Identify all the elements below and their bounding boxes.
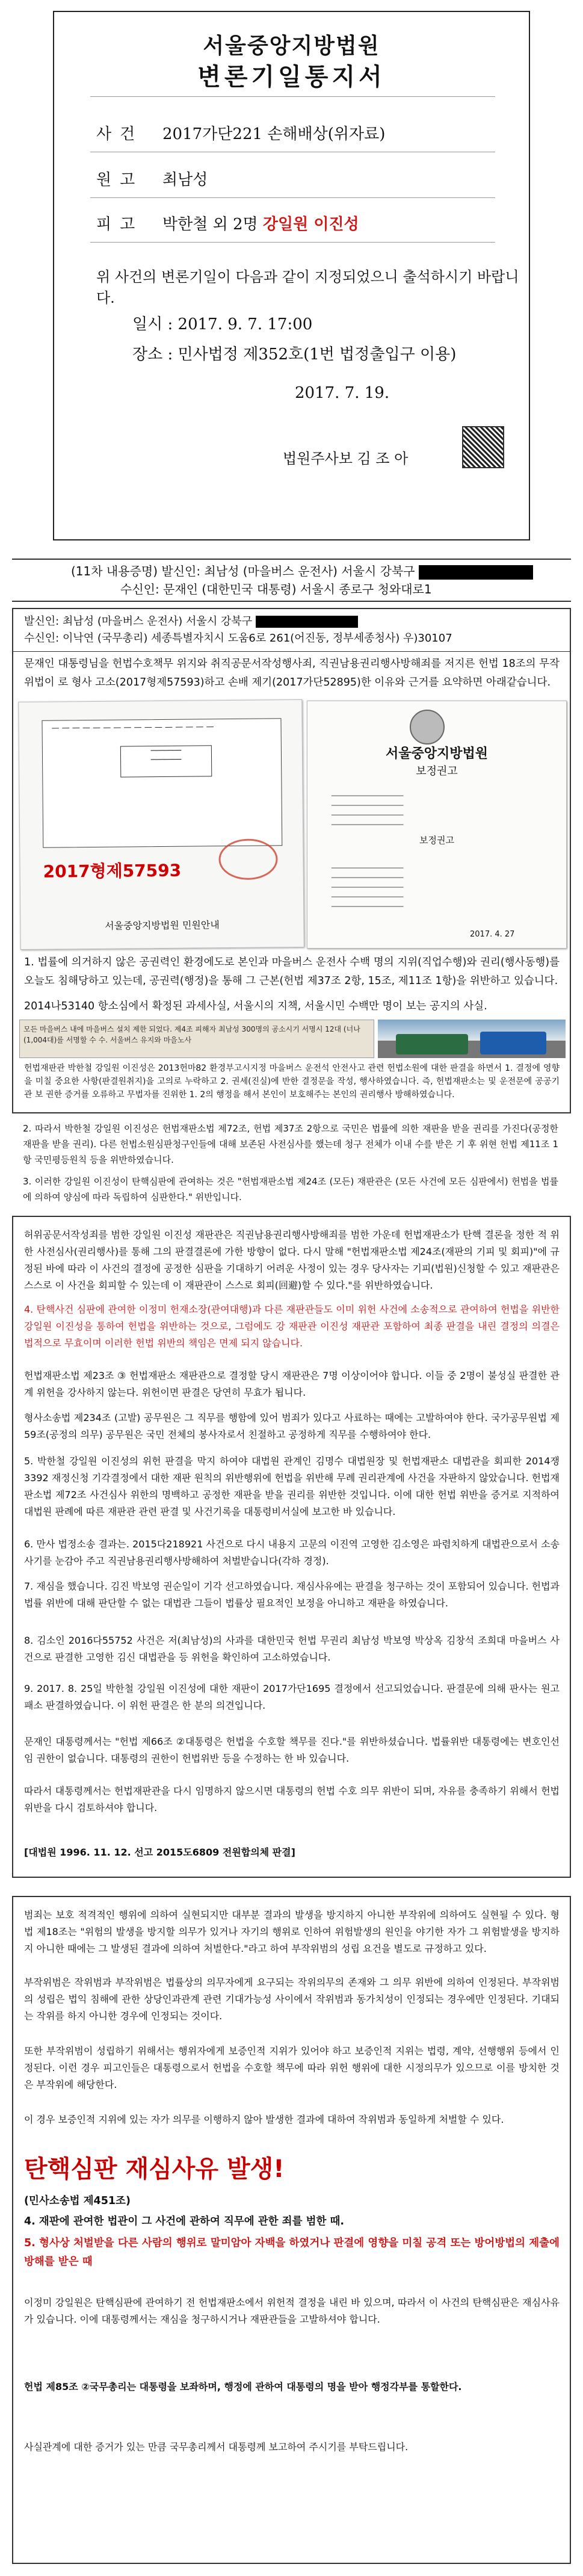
violation-point-8: 8. 김소인 2016다55752 사건은 저(최남성)의 사과를 대한민국 헌법 무권리 최남성 박보영 박상옥 김창석 조희대 마을버스 사건으로 판결한 고영한 김신 대법관을 등 위헌을 확인하여 고소하였습니다.	[24, 1635, 560, 1663]
sender-line-2: 발신인: 최남성 (마을버스 운전사) 서울시 강북구	[24, 613, 358, 631]
omission-theory-2: 부작위범은 작위범과 부작위범은 법률상의 의무자에게 요구되는 작위의무의 존재와 그 의무 위반에 의하여 인정된다. 부작위범의 성립은 법익 침해에 관한 상당인과관계 관련 기대가능성 사이에서 작위범과 동가치성이 인정되는 경우에만 인정된다. 기대되는 작위를 하지 아니한 경우에 인정되는 것이다.	[24, 1977, 560, 2022]
retrial-banner: 탄핵심판 재심사유 발생!	[24, 2155, 285, 2183]
intro-point-2: 2. 따라서 박한철 강일원 이진성은 헌법재판소법 제72조, 헌법 제37조 2항으로 국민은 법률에 의한 재판을 받을 권리를 가진다(공정한 재판을 받을 권리). 다른 헌법소원심판청구인들에 대해 보존된 사전심사를 했는데 청구 전체가 이내 수를 받은 기 후 위현 헌법 제11조 1항 국민평등원칙 등을 위반하였습니다.	[23, 1123, 558, 1165]
intro-point-judges: 헌법재판관 박한철 강일원 이진성은 2013헌마82 환경부고시지정 마을버스 운전석 안전사고 관련 헌법소원에 대한 판결을 하면서 1. 결정에 영향을 미칠 중요한 사항(판결원취지)을 고의로 누락하고 2. 권세(진실)에 반한 결정문을 작성, 행사하였습니다. 즉, 헌법재판소는 및 운전문에 공공기관 보 권한 증거를 오류하고 무법자를 진위한 1. 2의 행정을 해서 본인이 보호해주는 본인의 권리행사 방해하였습니다.	[24, 1064, 560, 1100]
notice-row-plaintiff: 원고 최남성	[96, 171, 208, 189]
qr-code-icon	[462, 426, 504, 468]
intro-point-1: 1. 법률에 의거하지 않은 공권력인 환경에도로 본인과 마을버스 운전사 수백 명의 지위(직업수행)와 권리(행사동행)를 오늘도 침해당하고 있는데, 공권력(행정)을 통해 그 근본(헌법 제37조 2항, 15조, 제11조 1항)을 위반하고 있습니다.	[24, 956, 560, 987]
notice-body: 위 사건의 변론기일이 다음과 같이 지정되었으니 출석하시기 바랍니다.	[96, 268, 519, 306]
correction-court-title: 서울중앙지방법원	[385, 746, 489, 761]
notice-issued-date: 2017. 7. 19.	[295, 384, 390, 402]
sender-line: (11차 내용증명) 발신인: 최남성 (마을버스 운전사) 서울시 강북구	[71, 562, 533, 580]
notice-place: 장소 : 민사법정 제352호(1번 법정출입구 이용)	[132, 345, 457, 364]
constitution-85: 헌법 제85조 ②국무총리는 대통령을 보좌하며, 행정에 관하여 대통령의 명을 받아 행정각부를 통할한다.	[24, 2381, 462, 2392]
precedent-citation: [대법원 1996. 11. 12. 선고 2015도6809 전원합의체 판결]	[24, 1847, 295, 1858]
notice-court-title: 서울중앙지방법원	[203, 33, 380, 58]
violation-law-23: 헌법재판소법 제23조 ③ 헌법재판소 재판관으로 결정할 당시 재판관은 7명 이상이어야 합니다. 이들 중 2명이 불성실 판결한 관계 위헌을 강사하지 않는다. 위헌이면 판결은 당연히 무효가 됩니다.	[24, 1370, 560, 1398]
case-number-stamp: 2017형제57593	[43, 860, 182, 882]
received-stamp-icon	[218, 838, 278, 880]
handwritten-sign-photo: 모든 마을버스 내에 마을버스 설치 제한 되었다. 제4조 피해자 최남성 300명의 공소시기 서명시 12대 (너나(1,004대)를 서명할 수 수. 서울버스 유지와 마을노사	[19, 1020, 374, 1058]
omission-theory-3: 또한 부작위범이 성립하기 위해서는 행위자에게 보증인적 지위가 있어야 하고 보증인적 지위는 법령, 계약, 선행행위 등에서 인정된다. 이런 경우 피고인들은 대통령으로서 헌법을 수호할 책무에 따라 위헌 행위에 대한 시정의무가 있으므로 이를 방치한 것은 부작위에 해당한다.	[24, 2045, 560, 2090]
letter-header-11	[12, 559, 571, 602]
notice-clerk: 법원주사보 김 조 아	[283, 450, 409, 467]
omission-theory-4: 이 경우 보증인적 지위에 있는 자가 의무를 이행하지 않아 발생한 결과에 대하여 작위범과 동일하게 처벌할 수 있다.	[24, 2114, 504, 2125]
civil-procedure-title: (민사소송법 제451조)	[24, 2195, 131, 2207]
violation-president: 문재인 대통령께서는 "헌법 제66조 ②대통령은 헌법을 수호할 책무를 진다."를 위반하셨습니다. 법률위반 대통령에는 변호인선임 권한이 없습니다. 대통령의 권한이 헌법위반 등을 수정하는 한 바 있습니다.	[24, 1736, 560, 1764]
intro-point-3: 3. 이러한 강일원 이진성이 탄핵심판에 관여하는 것은 "헌법재판소법 제24조 (모든) 재판관은 (모든 사건에 모든 심판에서) 헌법을 법률에 의하여 양심에 따라 독립하여 심판한다." 위반입니다.	[23, 1176, 558, 1203]
section-retrial	[12, 1896, 571, 2564]
omission-theory-1: 범죄는 보호 적격적인 행위에 의하여 실현되지만 대부분 결과의 발생을 방지하지 아니한 부작위에 의하여도 실현될 수 있다. 형법 제18조는 "위험의 발생을 방지할 의무가 있거나 자기의 행위로 인하여 위험발생의 원인을 야기한 자가 그 위험발생을 방지하지 아니한 때에는 그 발생된 결과에 의하여 처벌한다."라고 하여 부작위범의 성립 요건을 별도로 규정하고 있다.	[24, 1909, 560, 1954]
correction-label: 보정권고	[419, 835, 454, 846]
notice-date: 일시 : 2017. 9. 7. 17:00	[132, 315, 313, 333]
receipt-lines-icon: — — — — — — — — — — — — — — — —	[51, 722, 214, 733]
violation-conclusion: 따라서 대통령께서는 헌법재판관을 다시 임명하지 않으시면 대통령의 헌법 수호 의무 위반이 되며, 자유를 충족하기 위해서 헌법 위반을 다시 검토하셔야 합니다.	[24, 1785, 560, 1813]
correction-order-photo: 서울중앙지방법원 보정권고 ────────────────── ────────────────── ────────────────── ────────────────── 보정권고 ────────────────── ────────────────── ────────────────── ────────────────── ────────────────── 2017. 4. 27	[307, 701, 567, 949]
receipt-court-label: 서울중앙지방법원 민원안내	[105, 919, 220, 932]
redaction-bar	[419, 565, 533, 580]
violation-law-234: 형사소송법 제234조 (고발) 공무원은 그 직무를 행함에 있어 범죄가 있다고 사료하는 때에는 고발하여야 한다. 국가공무원법 제59조(공정의 의무) 공무원은 국민 전체의 봉사자로서 친절하고 공정하게 직무를 수행하여야 한다.	[24, 1412, 560, 1440]
civil-procedure-4: 4. 재판에 관여한 법관이 그 사건에 관하여 직무에 관한 죄를 범한 때.	[24, 2215, 345, 2228]
correction-subtitle: 보정권고	[416, 765, 458, 778]
intro-fact-line: 2014나53140 항소심에서 확정된 과세사실, 서울시의 지책, 서울시민 수백만 명이 보는 공지의 사실.	[24, 1000, 487, 1012]
intro-paragraph: 문재인 대통령님을 헌법수호책무 위지와 취직공문서작성행사죄, 직권남용권리행사방해죄를 저지른 헌법 18조의 무작위법이 로 형사 고소(2017형제57593)하고 손배 제기(2017가단52895)한 이유와 근거를 요약하면 아래같습니다.	[24, 658, 560, 689]
violation-point-9: 9. 2017. 8. 25일 박한철 강일원 이진성에 대한 재판이 2017가단1695 결정에서 선고되었습니다. 판결문에 의해 판사는 원고 패소 판결하였습니다. 이 위헌 판결은 한 분의 의견입니다.	[24, 1683, 560, 1711]
violation-point-5: 5. 박한철 강일원 이진성의 위헌 판결을 막지 하여야 대법원 관계인 김명수 대법원장 및 헌법재판소 대법관을 회피한 2014쟁3392 재정신청 기각결정에서 대한 재판 원칙의 위반행위에 헌법을 위반해 무례 권리관계에 사건을 자판하지 않았습니다. 헌법재판소법 제72조 사건심사 위한의 명백하고 공정한 재판을 받을 권리를 위반한 것입니다. 이에 대한 헌법 위반을 증거로 지적하여 대법원 판례에 따른 재판관 관련 판결 및 사건기록을 대통령비서실에 보고한 바 있습니다.	[24, 1455, 560, 1517]
section-violations	[12, 1216, 571, 1878]
receiver-line-2: 수신인: 이낙연 (국무총리) 세종특별자치시 도움6로 261(어진동, 정부세종청사) 우)30107	[24, 632, 452, 645]
notice-row-defendant: 피고 박한철 외 2명 강일원 이진성	[96, 215, 359, 234]
bus-photo-icon	[378, 1020, 566, 1058]
violation-intro: 허위공문서작성죄를 범한 강일원 이진성 재판관은 직권남용권리행사방해죄를 범한 가운데 헌법재판소가 탄핵 결론을 정한 적 위한 사전심사(권리행사)를 통해 그의 판결결론에 가한 방향이 없다. 다시 말해 "헌법재판소법 제24조(재판의 기피 및 회피)"에 규정된 바에 따라 이 사건의 결정에 공정한 심판을 기대하기 어려운 사정이 있는 경우 당사자는 기피(법원)신청할 수 있고 재판관은 스스로 이 사건을 회피할 수 있는데 이 재판관이 스스로 회피(回避)할 수 있다."를 위반하였습니다.	[24, 1229, 560, 1291]
court-emblem-icon	[410, 710, 445, 745]
complaint-receipt-photo: — — — — — — — — — — — — — — — — ─────── ─────── 2017형제57593 서울중앙지방법원 민원안내	[18, 699, 304, 950]
correction-date: 2017. 4. 27	[470, 930, 515, 939]
closing-request: 사실관계에 대한 증거가 있는 만큼 국무총리께서 대통령께 보고하여 주시기를 부탁드립니다.	[24, 2441, 409, 2453]
retrial-argument: 이정미 강일원은 탄핵심판에 관여하기 전 헌법재판소에서 위헌적 결정을 내린 바 있으며, 따라서 이 사건의 탄핵심판은 재심사유가 있습니다. 이에 대통령께서는 재심을 청구하시거나 재판관들을 고발하셔야 합니다.	[24, 2297, 560, 2325]
violation-point-6: 6. 만사 법정소송 결과는. 2015다218921 사건으로 다시 내용지 고문의 이진역 고영한 김소영은 파렴치하게 대법관으로서 소송사기를 눈감아 주고 직권남용권리행사방해하여 처벌받습니다(각하 경정).	[24, 1538, 560, 1567]
violation-point-4: 4. 탄핵사건 심판에 관여한 이정미 헌재소장(관여대행)과 다른 재판관들도 이미 위헌 사건에 소송적으로 관여하여 헌법을 위반한 강일원 이진성을 통하여 헌법을 위반하는 것으로, 그럼에도 강 재판관 이진성 재판관 포함하여 최종 판결을 내린 결정의 의결은 법적으로 무효이며 이러한 헌법 위반의 책임은 면제 되지 않습니다.	[24, 1304, 560, 1349]
notice-row-case: 사건 2017가단221 손해배상(위자료)	[96, 125, 386, 143]
violation-point-7: 7. 재심을 했습니다. 김진 박보영 권순일이 기각 선고하였습니다. 재심사유에는 판결을 청구하는 것이 포함되어 있습니다. 헌법과 법률 위반에 대해 판단할 수 없는 대법관 그들이 법률상 필요적인 보정을 아니하고 재판을 하였습니다.	[24, 1581, 560, 1609]
notice-document-title: 변론기일통지서	[197, 63, 386, 91]
hearing-notice-card	[53, 11, 530, 540]
receiver-line: 수신인: 문재인 (대한민국 대통령) 서울시 종로구 청와대로1	[120, 582, 432, 596]
section-intro	[12, 608, 571, 1113]
civil-procedure-5: 5. 형사상 처벌받을 다른 사람의 행위로 말미암아 자백을 하였거나 판결에 영향을 미칠 공격 또는 방어방법의 제출에 방해를 받은 때	[24, 2237, 560, 2268]
redaction-bar	[256, 616, 358, 628]
